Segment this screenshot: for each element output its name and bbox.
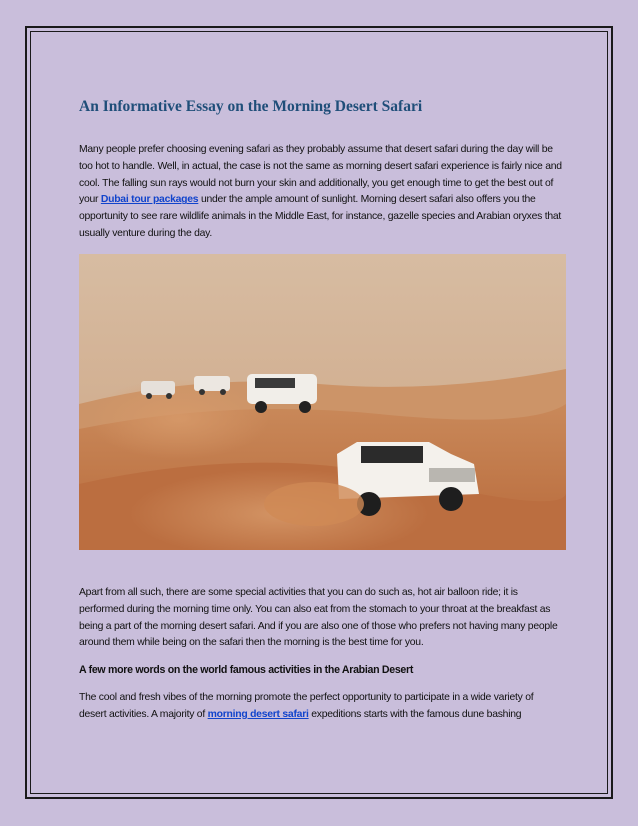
essay-title: An Informative Essay on the Morning Desert Safari	[79, 98, 423, 115]
section-subheading: A few more words on the world famous activities in the Arabian Desert	[79, 664, 414, 676]
closing-paragraph	[79, 690, 563, 724]
activities-paragraph: Apart from all such, there are some special activities that you can do such as, hot air balloon ride; it is performed during the morning time only. You can also eat from the stomach to your throat at the breakfast as being a part of the morning desert safari. And if you are also one of those who prefers not having many people around them while being on the safari then the morning is the best time for you.	[79, 587, 558, 649]
intro-text-after-link: under the ample amount of sunlight. Morning desert safari also offers you the opportunity to see rare wildlife animals in the Middle East, for instance, gazelle species and Arabian oryxes that usually venture during the day.	[79, 194, 562, 239]
morning-desert-safari-link[interactable]: morning desert safari	[207, 708, 309, 720]
intro-text-before-link: Many people prefer choosing evening safari as they probably assume that desert safari during the day will be too hot to handle. Well, in actual, the case is not the same as morning desert safari experience is fairly nice and cool. The falling sun rays would not burn your skin and additionally, you get enough time to get the best out of your	[79, 144, 562, 206]
closing-text-after-link: expeditions starts with the famous dune bashing	[308, 708, 522, 720]
desert-safari-photo	[79, 254, 566, 550]
dubai-tour-packages-link[interactable]: Dubai tour packages	[100, 194, 199, 206]
intro-paragraph	[79, 142, 563, 243]
closing-text-before-link: The cool and fresh vibes of the morning promote the perfect opportunity to participate in a wide variety of desert activities. A majority of	[79, 692, 534, 720]
